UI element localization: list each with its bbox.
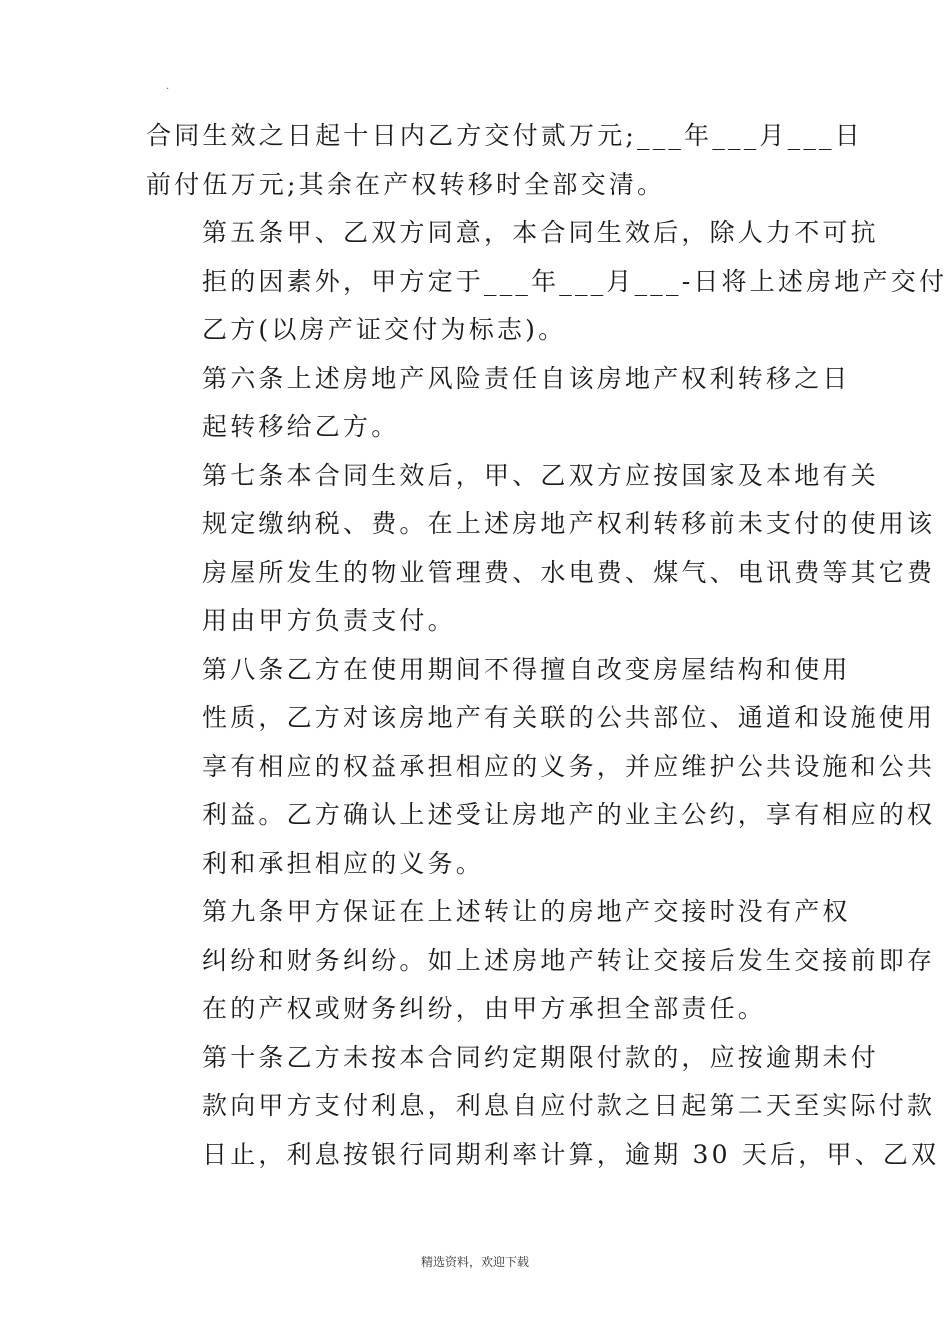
text-line: 利益。乙方确认上述受让房地产的业主公约，享有相应的权 (202, 800, 936, 829)
text-line: 第八条乙方在使用期间不得擅自改变房屋结构和使用 (202, 654, 851, 684)
text-line: 款向甲方支付利息，利息自应付款之日起第二天至实际付款 (202, 1091, 936, 1120)
text-line: 前付伍万元;其余在产权转移时全部交清。 (146, 169, 666, 199)
text-line: 享有相应的权益承担相应的义务，并应维护公共设施和公共 (202, 751, 936, 781)
paragraph-article-9 (146, 888, 936, 1034)
text-line: 利和承担相应的义务。 (202, 848, 485, 878)
text-line: 纠纷和财务纠纷。如上述房地产转让交接后发生交接前即存 (202, 945, 936, 975)
text-line: 第九条甲方保证在上述转让的房地产交接时没有产权 (202, 897, 851, 926)
text-line: 规定缴纳税、费。在上述房地产权利转移前未支付的使用该 (202, 509, 936, 538)
text-line: 合同生效之日起十日内乙方交付贰万元;___年___月___日 (146, 121, 863, 150)
text-line: 第七条本合同生效后，甲、乙双方应按国家及本地有关 (202, 460, 879, 490)
text-line: 拒的因素外，甲方定于___年___月___-日将上述房地产交付 (202, 266, 948, 296)
paragraph-article-8 (146, 646, 936, 889)
page-footer: 精选资料，欢迎下载 (420, 1255, 529, 1269)
paragraph-article-10 (146, 1034, 940, 1180)
text-line: 房屋所发生的物业管理费、水电费、煤气、电讯费等其它费 (202, 557, 936, 587)
document-body (146, 112, 948, 1179)
text-line: 第五条甲、乙双方同意，本合同生效后，除人力不可抗 (202, 218, 879, 247)
text-line: 性质，乙方对该房地产有关联的公共部位、通道和设施使用 (202, 703, 936, 732)
text-line: 第十条乙方未按本合同约定期限付款的，应按逾期未付 (202, 1042, 879, 1072)
paragraph-article-6 (146, 355, 851, 452)
text-line: 乙方(以房产证交付为标志)。 (202, 315, 567, 344)
text-line: 用由甲方负责支付。 (202, 606, 456, 635)
paragraph-article-5 (146, 209, 948, 355)
text-line: 起转移给乙方。 (202, 412, 400, 441)
text-line: 在的产权或财务纠纷，由甲方承担全部责任。 (202, 994, 767, 1023)
paragraph-article-7 (146, 452, 936, 646)
paragraph-payment-terms (146, 112, 863, 209)
text-line: 第六条上述房地产风险责任自该房地产权利转移之日 (202, 363, 851, 393)
text-line: 日止，利息按银行同期利率计算，逾期 30 天后，甲、乙双 (202, 1139, 940, 1169)
header-dot-mark: · (166, 84, 170, 95)
